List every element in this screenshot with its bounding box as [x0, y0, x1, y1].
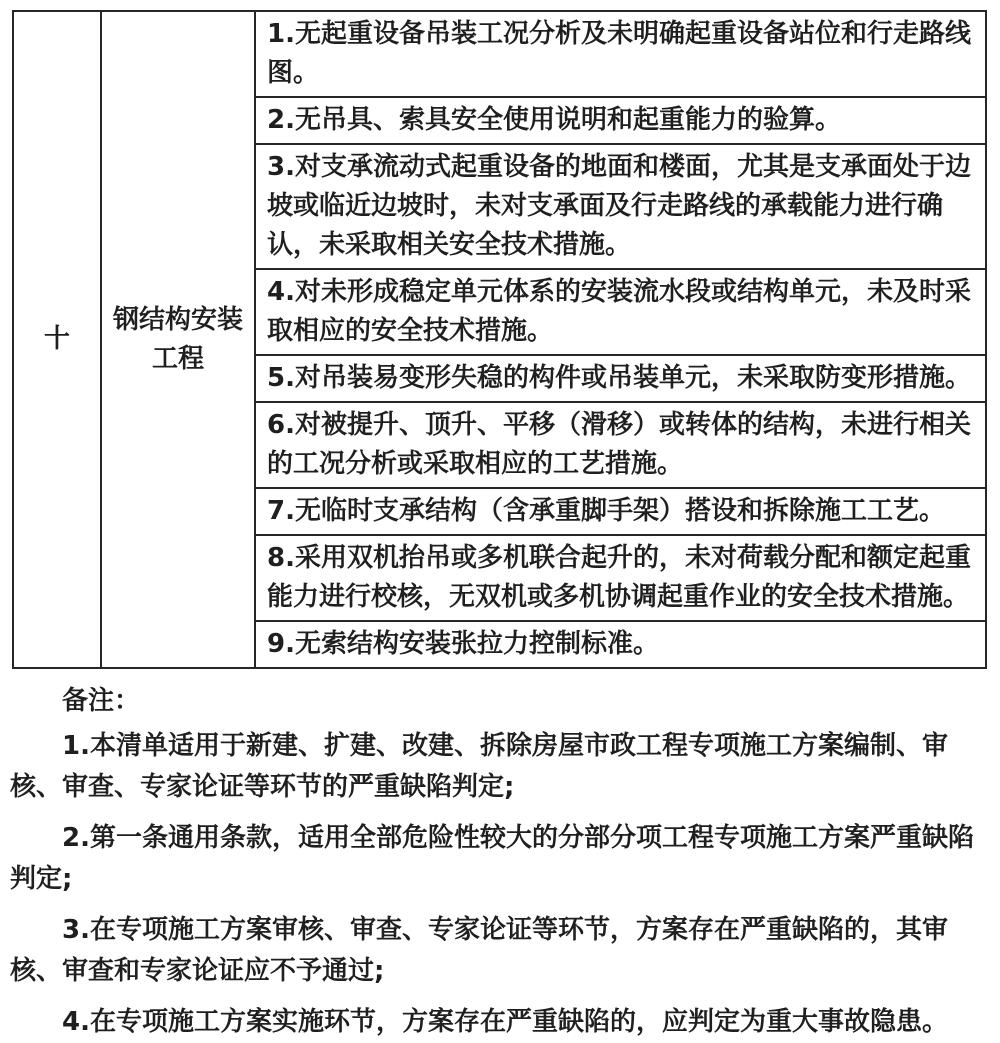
note-item: 1.本清单适用于新建、扩建、改建、拆除房屋市政工程专项施工方案编制、审核、审查、专家论证等环节的严重缺陷判定;: [10, 731, 948, 802]
defect-criteria-table: [12, 10, 987, 669]
note-item: 2.第一条通用条款，适用全部危险性较大的分部分项工程专项施工方案严重缺陷判定;: [10, 823, 974, 894]
defect-item-cell: 6.对被提升、顶升、平移（滑移）或转体的结构，未进行相关的工况分析或采取相应的工艺措施。: [255, 402, 986, 488]
note-item: 4.在专项施工方案实施环节，方案存在严重缺陷的，应判定为重大事故隐患。: [62, 1007, 948, 1037]
row-serial-cell: 十: [13, 11, 101, 668]
defect-item-cell: 4.对未形成稳定单元体系的安装流水段或结构单元，未及时采取相应的安全技术措施。: [255, 269, 986, 355]
notes-section: [0, 681, 1000, 1043]
note-item: 3.在专项施工方案审核、审查、专家论证等环节，方案存在严重缺陷的，其审核、审查和专家论证应不予通过;: [10, 915, 948, 986]
defect-item-cell: 2.无吊具、索具安全使用说明和起重能力的验算。: [255, 97, 986, 144]
table-row: [13, 11, 986, 97]
defect-item-cell: 1.无起重设备吊装工况分析及未明确起重设备站位和行走路线图。: [255, 11, 986, 97]
notes-title: 备注：: [62, 686, 141, 716]
defect-item-cell: 3.对支承流动式起重设备的地面和楼面，尤其是支承面处于边坡或临近边坡时，未对支承面及行走路线的承载能力进行确认，未采取相关安全技术措施。: [255, 144, 986, 269]
defect-item-cell: 7.无临时支承结构（含承重脚手架）搭设和拆除施工工艺。: [255, 488, 986, 535]
defect-item-cell: 9.无索结构安装张拉力控制标准。: [255, 621, 986, 668]
category-cell: 钢结构安装工程: [101, 11, 255, 668]
defect-item-cell: 8.采用双机抬吊或多机联合起升的，未对荷载分配和额定起重能力进行校核，无双机或多机协调起重作业的安全技术措施。: [255, 535, 986, 621]
defect-item-cell: 5.对吊装易变形失稳的构件或吊装单元，未采取防变形措施。: [255, 355, 986, 402]
